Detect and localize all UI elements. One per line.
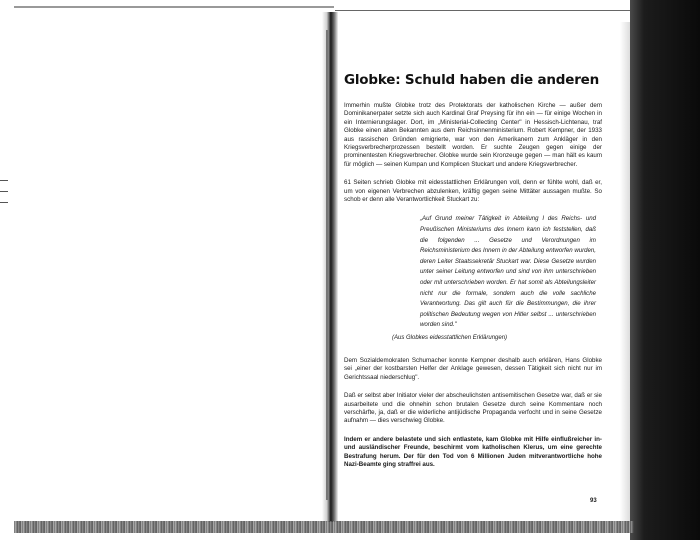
gutter-line	[326, 30, 328, 500]
closing-paragraph: Indem er andere belastete und sich entlastete, kam Globke mit Hilfe einflußreicher in- und ausländischer Freunde, beschirmt vom katholischen Klerus, um eine gerechte Bestrafung herum. Der für den Tod von 6 Millionen Juden mitverantwortliche hohe Nazi-Beamte ging straffrei aus.	[344, 435, 602, 469]
block-quote: „Auf Grund meiner Tätigkeit in Abteilung I des Reichs- und Preußischen Ministeriums des Innern kann ich feststellen, daß die folgenden ... Gesetze und Verordnungen im Reichsministerium des Innern in der Abteilung entworfen wurden, deren Leiter Staatssekretär Stuckart war. Diese Gesetze wurden unter seiner Leitung entworfen und sind von ihm unterschrieben oder mit unterschrieben worden. Er hat somit als Abteilungsleiter nicht nur die formale, sondern auch die volle sachliche Verantwortung. Das gilt auch für die Bestimmungen, die ihrer politischen Bedeutung wegen von Hitler selbst ... unterschrieben worden sind."	[420, 215, 596, 329]
book-gutter	[322, 12, 338, 522]
paragraph-1: Immerhin mußte Globke trotz des Protektorats der katholischen Kirche — außer dem Dominikanerpater setzte sich auch Kardinal Graf Preysing für ihn ein — für einige Wochen in ein Internierungslager. Dort, im „Ministerial-Collecting Center" in Hessisch-Lichtenau, traf Globke einen alten Bekannten aus dem Reichsinnenministerium. Robert Kempner, der 1933 aus rassischen Gründen emigrierte, war von den Amerikanern zum Ankläger in den Kriegsverbrecherprozessen bestellt worden. Er suchte Zeugen gegen einige der prominentesten Kriegsverbrecher. Globke wurde sein Kronzeuge gegen — man hält es kaum für möglich — seinen Kumpan und Komplicen Stuckart und andere Kriegsverbrecher.	[344, 102, 602, 168]
chapter-heading: Globke: Schuld haben die anderen	[344, 72, 600, 88]
scan-dark-border	[630, 0, 700, 540]
quote-source: (Aus Globkes eidesstattlichen Erklärungen)	[392, 335, 508, 341]
page-number: 93	[590, 498, 597, 504]
scan-top-edge	[14, 6, 334, 8]
scan-top-edge-right	[335, 10, 635, 11]
scan-left-marks	[0, 180, 10, 220]
right-page	[344, 72, 602, 479]
paragraph-2: 61 Seiten schrieb Globke mit eidesstattlichen Erklärungen voll, denn er fühlte wohl, daß er, um von eigenen Verbrechen abzulenken, kräftig gegen seine Mittäter aussagen mußte. So schob er denn alle Verantwortlichkeit Stuckart zu:	[344, 179, 602, 204]
paragraph-4: Daß er selbst aber Initiator vieler der abscheulichsten antisemitischen Gesetze war, daß er sie ausarbeitete und die ohnehin schon brutalen Gesetze durch seine Kommentare noch verschärfte, ja, daß er die widerliche antijüdische Propaganda verfocht und in seine Gesetze aufnahm — dies verschwieg Globke.	[344, 392, 602, 425]
scan-bottom-noise	[14, 521, 634, 533]
paragraph-3: Dem Sozialdemokraten Schumacher konnte Kempner deshalb auch erklären, Hans Globke sei „einer der kostbarsten Helfer der Anklage gewesen, dessen Tätigkeit sich nicht nur im Gerichtssaal niederschlug".	[344, 357, 602, 381]
